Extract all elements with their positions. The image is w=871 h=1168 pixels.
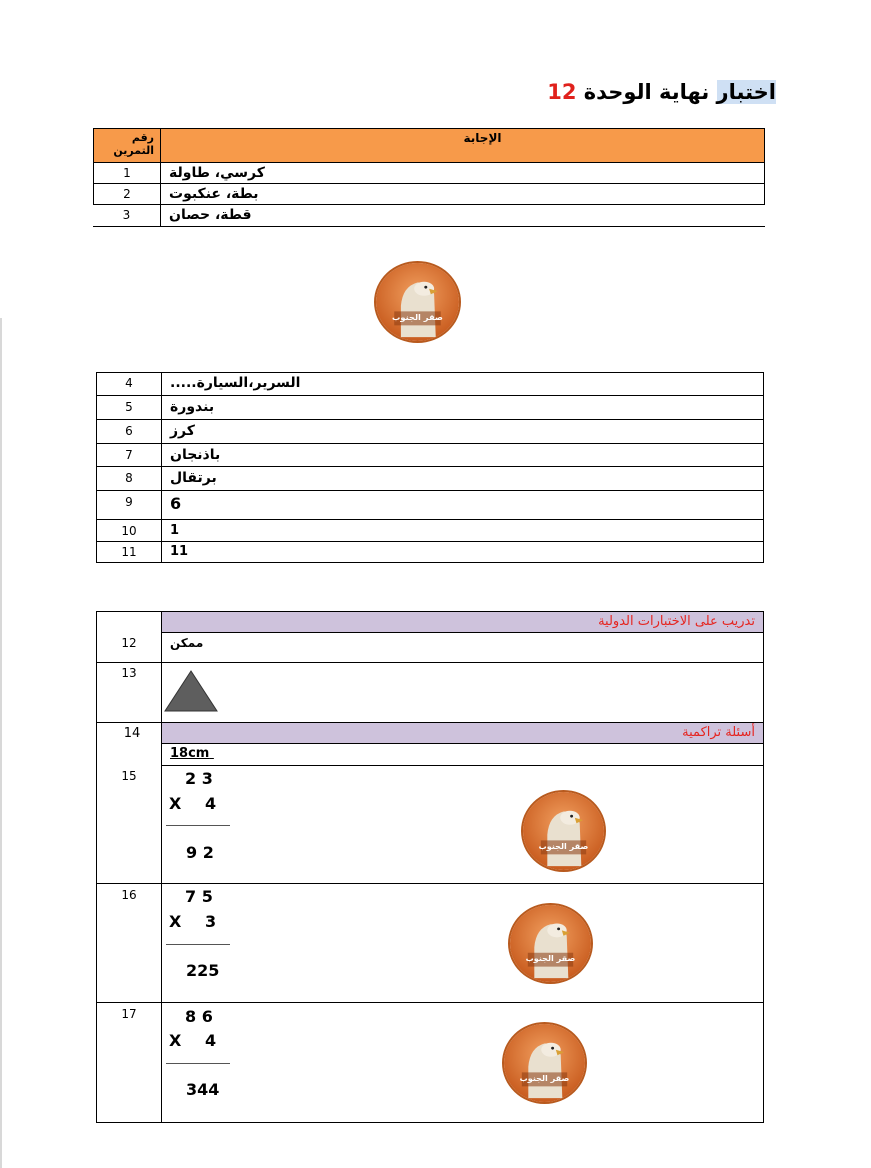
title-middle: نهاية الوحدة <box>583 80 710 104</box>
row-16-num: 16 <box>121 888 137 902</box>
title-prefix: اختبار <box>716 80 776 104</box>
rule <box>97 883 763 884</box>
table1-row-num: 2 <box>93 184 160 205</box>
row-16-result: 225 <box>186 961 220 980</box>
row-17-line <box>166 1063 230 1064</box>
table2-row-num: 4 <box>96 372 161 396</box>
table2-row-answer: السرير،السيارة..... <box>161 372 764 396</box>
logo-emblem <box>374 261 461 343</box>
svg-text:صقر الجنوب: صقر الجنوب <box>525 954 576 964</box>
rule <box>97 662 763 663</box>
row-15-bottom: 4 <box>205 794 217 813</box>
row-12-num: 12 <box>121 636 137 650</box>
svg-text:صقر الجنوب: صقر الجنوب <box>392 313 443 322</box>
rule <box>162 743 763 744</box>
row-15-top: 2 3 <box>185 769 213 788</box>
row-14-num: 14 <box>123 726 141 741</box>
row-17-num: 17 <box>121 1007 137 1021</box>
table2-row-num: 7 <box>96 444 161 467</box>
table2-row-answer: 1 <box>161 520 764 542</box>
table1-header-answer: الإجابة <box>160 128 765 163</box>
table2-row-answer: كرز <box>161 420 764 444</box>
logo-emblem <box>502 1022 587 1104</box>
table2-row-answer: برتقال <box>161 467 764 491</box>
table2-row-answer: 11 <box>161 542 764 563</box>
table2-row-num: 10 <box>96 520 161 542</box>
row-15-result: 9 2 <box>186 843 214 862</box>
row-16-times: X <box>169 912 182 931</box>
page-title <box>540 80 776 104</box>
logo-emblem <box>521 790 606 872</box>
row-16-bottom: 3 <box>205 912 217 931</box>
row-16-top: 7 5 <box>185 887 213 906</box>
row-17-times: X <box>169 1031 182 1050</box>
table2-row-num: 8 <box>96 467 161 491</box>
row-15-times: X <box>169 794 182 813</box>
row-15-line <box>166 825 230 826</box>
table2-row-answer: بندورة <box>161 396 764 420</box>
table1-header-number: رقم التمرين <box>93 128 160 163</box>
svg-text:صقر الجنوب: صقر الجنوب <box>538 842 589 851</box>
row-14-answer: 18cm <box>170 746 210 761</box>
rule <box>97 1002 763 1003</box>
row-12-answer: ممكن <box>170 636 204 650</box>
rule <box>162 765 763 766</box>
row-13-num: 13 <box>121 666 137 680</box>
svg-text:صقر الجنوب: صقر الجنوب <box>519 1074 570 1083</box>
table2-row-answer: 6 <box>161 491 764 520</box>
table2-row-num: 6 <box>96 420 161 444</box>
section-cumulative-questions: أسئلة تراكمية <box>162 723 763 743</box>
row-17-bottom: 4 <box>205 1031 217 1050</box>
table2-row-num: 11 <box>96 542 161 563</box>
title-number: 12 <box>547 80 577 104</box>
section-international-tests: تدريب على الاختبارات الدولية <box>162 612 763 632</box>
page-edge <box>0 318 2 1168</box>
row-16-line <box>166 944 230 945</box>
table3-divider <box>161 611 162 1123</box>
table1-row-answer: بطة، عنكبوت <box>160 184 765 205</box>
row-15-num: 15 <box>121 769 137 783</box>
table1-row-num: 3 <box>93 205 160 227</box>
table1-row-num: 1 <box>93 163 160 184</box>
table1-row-answer: قطة، حصان <box>160 205 765 227</box>
table2-row-num: 9 <box>96 491 161 520</box>
row-17-result: 344 <box>186 1080 220 1099</box>
table2-row-num: 5 <box>96 396 161 420</box>
table2-row-answer: باذنجان <box>161 444 764 467</box>
triangle-icon <box>164 670 218 712</box>
row-17-top: 8 6 <box>185 1007 213 1026</box>
logo-emblem <box>508 903 593 984</box>
table1-row-answer: كرسي، طاولة <box>160 163 765 184</box>
